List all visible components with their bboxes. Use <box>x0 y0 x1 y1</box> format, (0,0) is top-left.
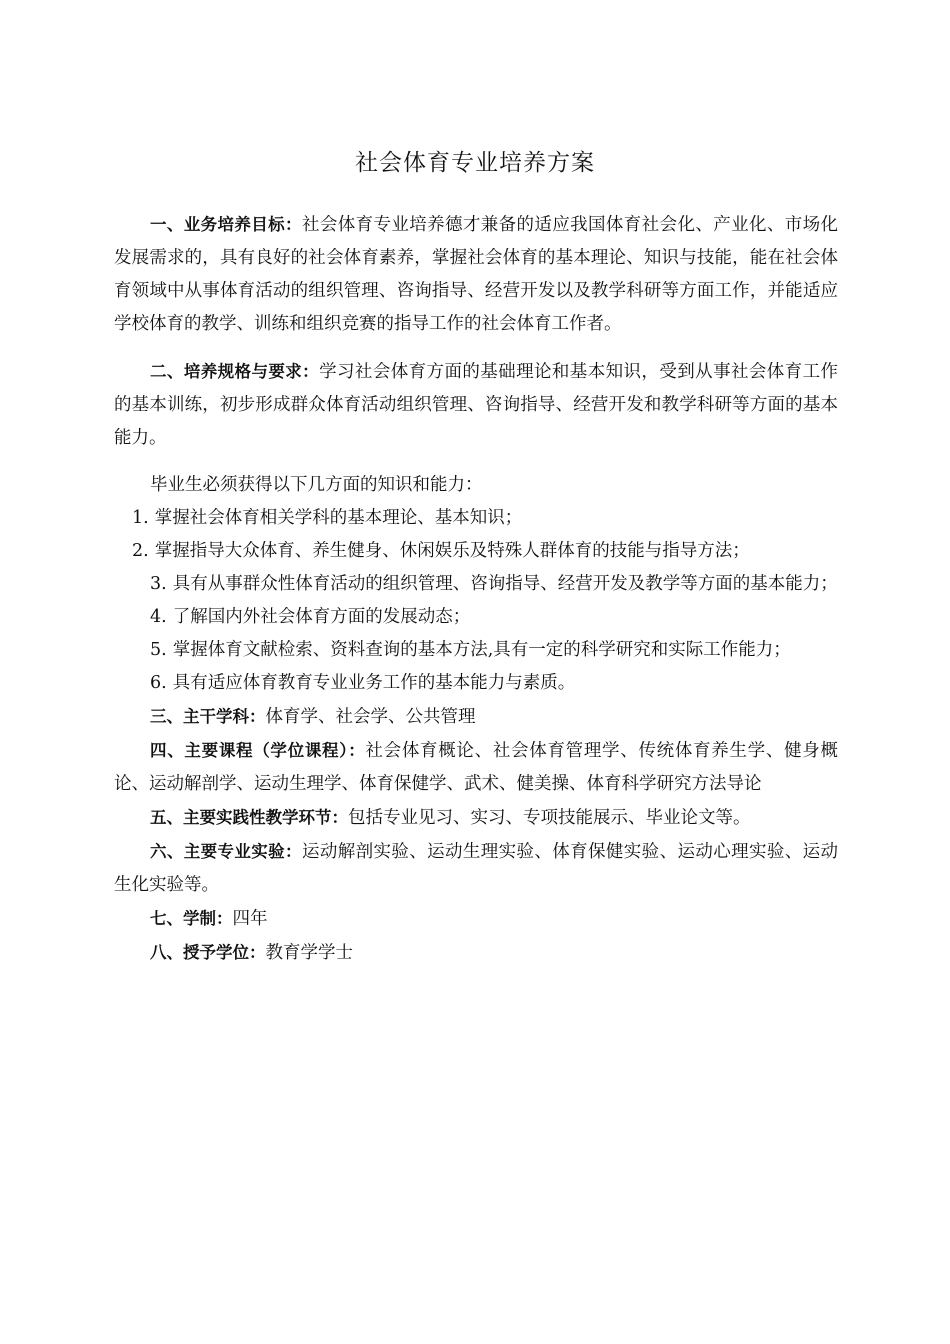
section-main-disciplines <box>114 700 838 734</box>
section-training-goal <box>114 208 838 341</box>
item-text: 掌握社会体育相关学科的基本理论、基本知识； <box>154 508 523 528</box>
section-heading: 三、主干学科： <box>150 707 266 726</box>
section-text: 学习社会体育方面的基础理论和基本知识，受到从事社会体育工作的基本训练，初步形成群众体育活动组织管理、咨询指导、经营开发和教学科研等方面的基本能力。 <box>114 362 839 448</box>
document-body <box>114 208 838 970</box>
requirement-item <box>114 535 838 568</box>
section-heading: 一、业务培养目标： <box>150 215 302 234</box>
item-number: 5. <box>150 640 167 660</box>
section-degree <box>114 936 838 970</box>
section-heading: 七、学制： <box>150 909 233 928</box>
section-requirements <box>114 355 838 455</box>
requirement-item <box>114 568 838 601</box>
item-number: 4. <box>150 607 167 627</box>
section-duration <box>114 902 838 936</box>
section-text: 四年 <box>232 909 268 929</box>
item-text: 掌握指导大众体育、养生健身、休闲娱乐及特殊人群体育的技能与指导方法； <box>154 541 750 561</box>
section-text: 体育学、社会学、公共管理 <box>265 707 476 727</box>
item-number: 3. <box>150 574 167 594</box>
section-practice <box>114 801 838 835</box>
item-text: 掌握体育文献检索、资料查询的基本方法,具有一定的科学研究和实际工作能力； <box>172 640 791 660</box>
section-text: 社会体育概论、社会体育管理学、传统体育养生学、健身概论、运动解剖学、运动生理学、体育保健学、武术、健美操、体育科学研究方法导论 <box>114 741 839 794</box>
requirement-item <box>114 667 838 700</box>
requirement-item <box>114 634 838 667</box>
section-heading: 二、培养规格与要求： <box>150 362 320 381</box>
section-heading: 六、主要专业实验： <box>150 842 302 861</box>
requirement-item <box>114 601 838 634</box>
section-experiments <box>114 835 838 902</box>
item-number: 6. <box>150 673 167 693</box>
section-text: 社会体育专业培养德才兼备的适应我国体育社会化、产业化、市场化发展需求的，具有良好的社会体育素养，掌握社会体育的基本理论、知识与技能，能在社会体育领域中从事体育活动的组织管理、咨询指导、经营开发以及教学科研等方面工作，并能适应学校体育的教学、训练和组织竞赛的指导工作的社会体育工作者。 <box>114 215 839 334</box>
item-number: 2. <box>132 541 149 561</box>
requirements-intro: 毕业生必须获得以下几方面的知识和能力： <box>150 475 483 495</box>
item-text: 了解国内外社会体育方面的发展动态； <box>172 607 471 627</box>
item-text: 具有从事群众性体育活动的组织管理、咨询指导、经营开发及教学等方面的基本能力； <box>172 574 838 594</box>
document-title: 社会体育专业培养方案 <box>355 150 595 176</box>
item-text: 具有适应体育教育专业业务工作的基本能力与素质。 <box>172 673 576 693</box>
section-text: 运动解剖实验、运动生理实验、体育保健实验、运动心理实验、运动生化实验等。 <box>114 842 839 895</box>
section-heading: 八、授予学位： <box>150 943 266 962</box>
section-text: 教育学学士 <box>265 943 353 963</box>
section-heading: 四、主要课程（学位课程）： <box>150 741 366 760</box>
section-heading: 五、主要实践性教学环节： <box>150 808 348 827</box>
section-text: 包括专业见习、实习、专项技能展示、毕业论文等。 <box>348 808 751 828</box>
item-number: 1. <box>132 508 149 528</box>
requirement-item <box>114 502 838 535</box>
section-main-courses <box>114 734 838 801</box>
